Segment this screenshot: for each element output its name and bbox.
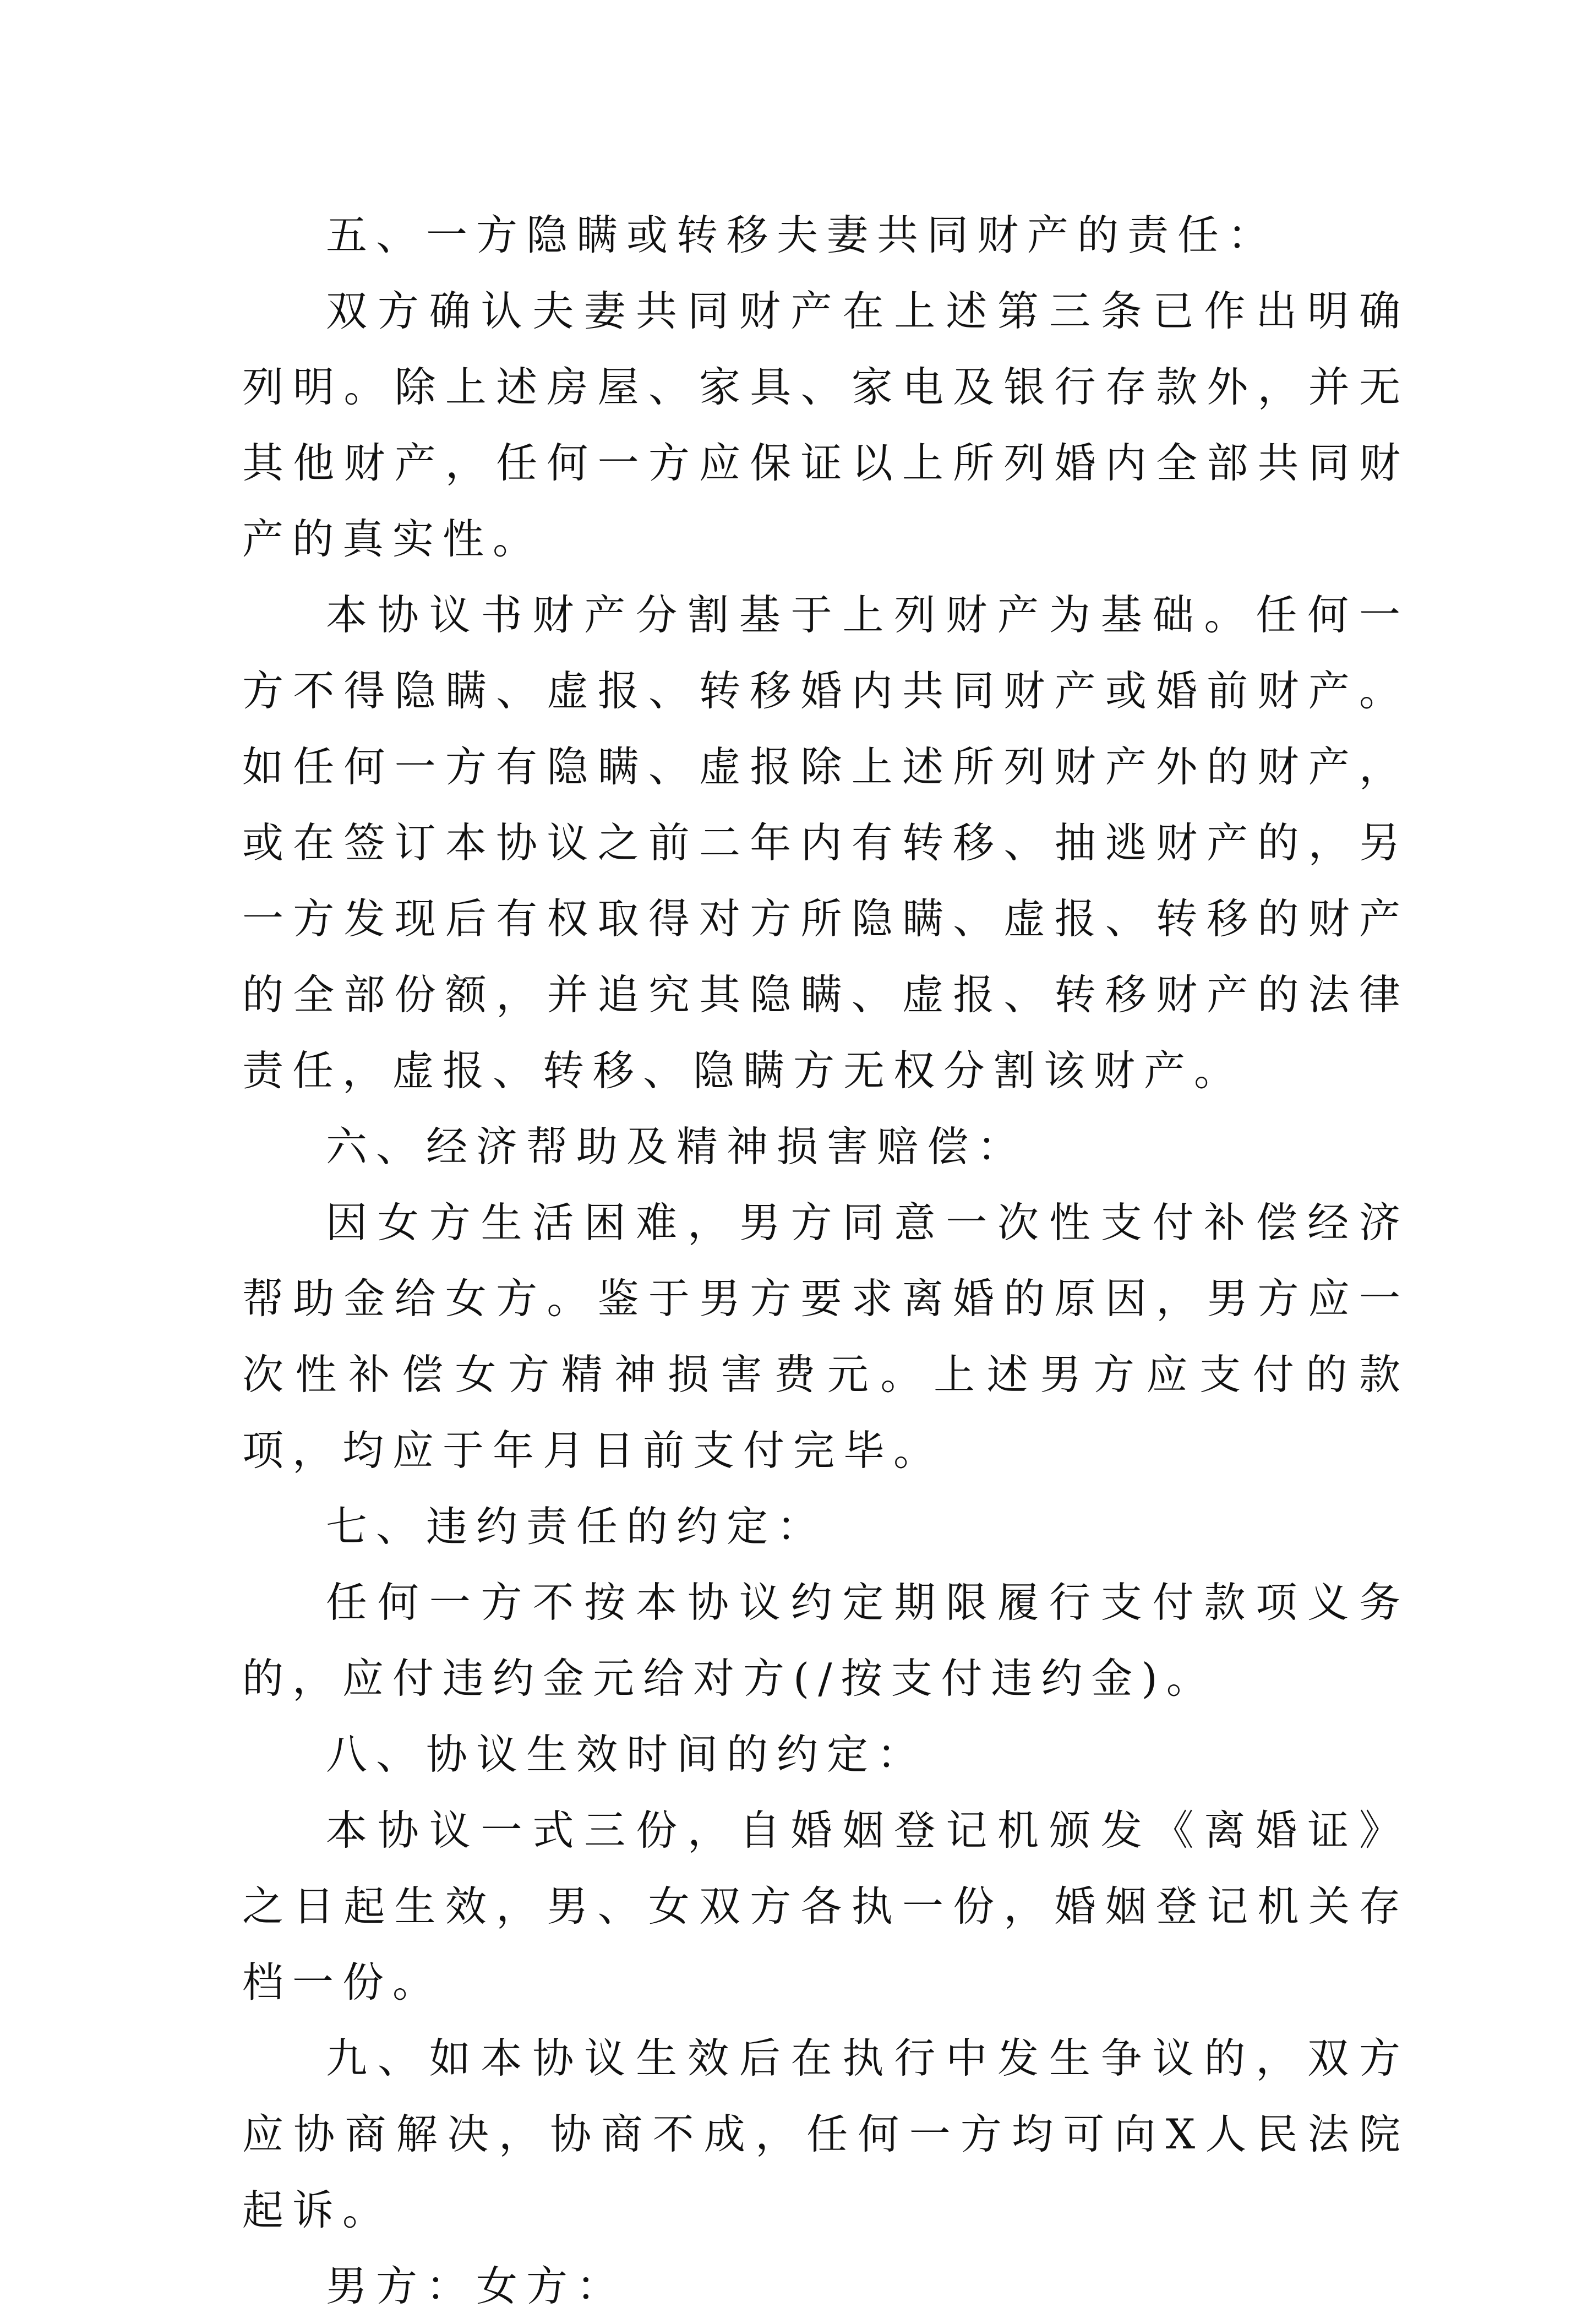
section-7-paragraph-1: 任何一方不按本协议约定期限履行支付款项义务的，应付违约金元给对方(/按支付违约金)。 (242, 1578, 1409, 1703)
section-9-paragraph-1: 九、如本协议生效后在执行中发生争议的，双方应协商解决，协商不成，任何一方均可向X人民法院起诉。 (242, 2034, 1409, 2234)
section-7-title: 七、违约责任的约定： (326, 1502, 827, 1551)
section-5-paragraph-2: 本协议书财产分割基于上列财产为基础。任何一方不得隐瞒、虚报、转移婚内共同财产或婚前财产。如任何一方有隐瞒、虚报除上述所列财产外的财产，或在签订本协议之前二年内有转移、抽逃财产的，另一方发现后有权取得对方所隐瞒、虚报、转移的财产的全部份额，并追究其隐瞒、虚报、转移财产的法律责任，虚报、转移、隐瞒方无权分割该财产。 (242, 591, 1409, 1095)
section-8-paragraph-1: 本协议一式三份，自婚姻登记机颁发《离婚证》之日起生效，男、女双方各执一份，婚姻登记机关存档一份。 (242, 1806, 1409, 2006)
section-5-title: 五、一方隐瞒或转移夫妻共同财产的责任： (326, 211, 1278, 259)
signature-line: 男方：女方： (326, 2262, 627, 2310)
section-6-paragraph-1: 因女方生活困难，男方同意一次性支付补偿经济帮助金给女方。鉴于男方要求离婚的原因，男方应一次性补偿女方精神损害费元。上述男方应支付的款项，均应于年月日前支付完毕。 (242, 1198, 1409, 1475)
document-page (242, 197, 1409, 2324)
section-6-title: 六、经济帮助及精神损害赔偿： (326, 1122, 1028, 1171)
section-8-title: 八、协议生效时间的约定： (326, 1730, 928, 1779)
section-5-paragraph-1: 双方确认夫妻共同财产在上述第三条已作出明确列明。除上述房屋、家具、家电及银行存款外，并无其他财产，任何一方应保证以上所列婚内全部共同财产的真实性。 (242, 287, 1409, 563)
